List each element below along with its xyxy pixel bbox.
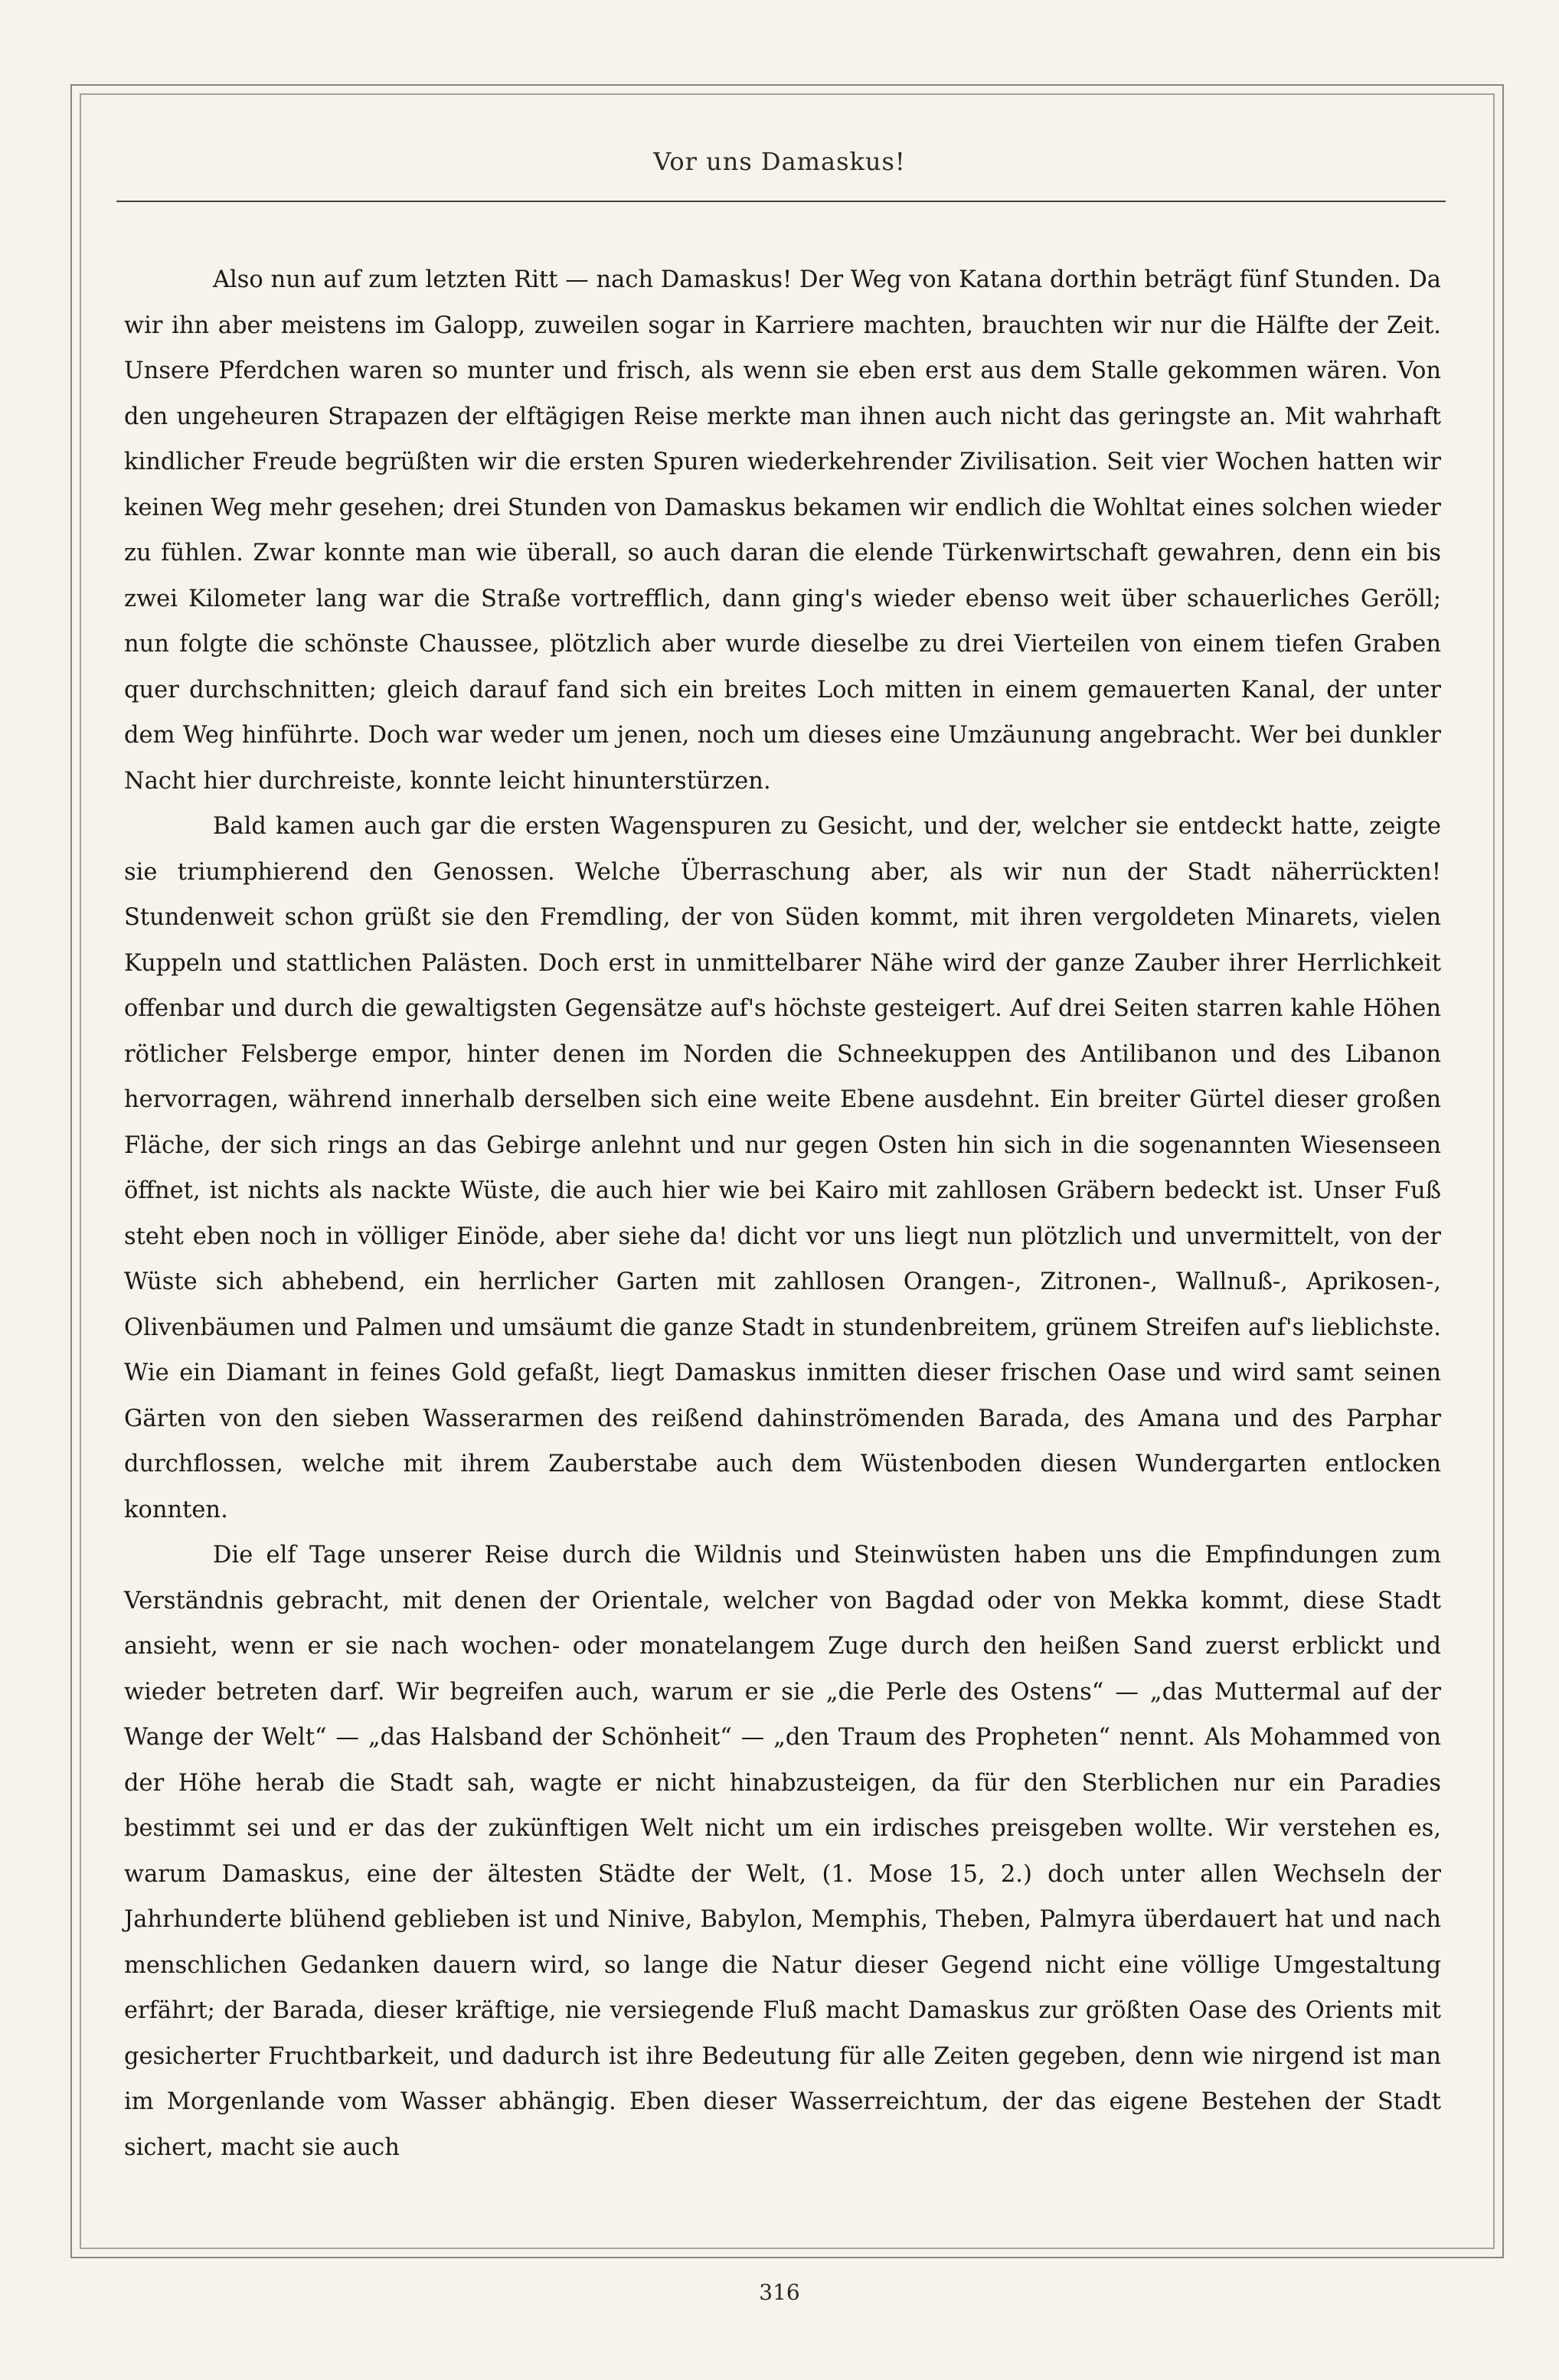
paragraph-3: Die elf Tage unserer Reise durch die Wildnis und Steinwüsten haben uns die Empfindungen zum Verständnis gebracht, mit denen der Orientale, welcher von Bagdad oder von Mekka kommt, diese Stadt ansieht, wenn er sie nach wochen- oder monatelangem Zuge durch den heißen Sand zuerst erblickt und wieder betreten darf. Wir begreifen auch, warum er sie „die Perle des Ostens“ — „das Muttermal auf der Wange der Welt“ — „das Halsband der Schönheit“ — „den Traum des Propheten“ nennt. Als Mohammed von der Höhe herab die Stadt sah, wagte er nicht hinabzusteigen, da für den Sterblichen nur ein Paradies bestimmt sei und er das der zukünftigen Welt nicht um ein irdisches preisgeben wollte. Wir verstehen es, warum Damaskus, eine der ältesten Städte der Welt, (1. Mose 15, 2.) doch unter allen Wechseln der Jahrhunderte blühend geblieben ist und Ninive, Babylon, Memphis, Theben, Palmyra überdauert hat und nach menschlichen Gedanken dauern wird, so lange die Natur dieser Gegend nicht eine völlige Umgestaltung erfährt; der Barada, dieser kräftige, nie versiegende Fluß macht Damaskus zur größten Oase des Orients mit gesicherter Fruchtbarkeit, und dadurch ist ihre Bedeutung für alle Zeiten gegeben, denn wie nirgend ist man im Morgenlande vom Wasser abhängig. Eben dieser Wasserreichtum, der das eigene Bestehen der Stadt sichert, macht sie auch: [124, 1542, 1441, 2161]
paragraph-1: Also nun auf zum letzten Ritt — nach Damaskus! Der Weg von Katana dorthin beträgt fünf Stunden. Da wir ihn aber meistens im Galopp, zuweilen sogar in Karriere machten, brauchten wir nur die Hälfte der Zeit. Unsere Pferdchen waren so munter und frisch, als wenn sie eben erst aus dem Stalle gekommen wären. Von den ungeheuren Strapazen der elftägigen Reise merkte man ihnen auch nicht das geringste an. Mit wahrhaft kindlicher Freude begrüßten wir die ersten Spuren wiederkehrender Zivilisation. Seit vier Wochen hatten wir keinen Weg mehr gesehen; drei Stunden von Damaskus bekamen wir endlich die Wohltat eines solchen wieder zu fühlen. Zwar konnte man wie überall, so auch daran die elende Türkenwirtschaft gewahren, denn ein bis zwei Kilometer lang war die Straße vortrefflich, dann ging's wieder ebenso weit über schauerliches Geröll; nun folgte die schönste Chaussee, plötzlich aber wurde dieselbe zu drei Vierteilen von einem tiefen Graben quer durchschnitten; gleich darauf fand sich ein breites Loch mitten in einem gemauerten Kanal, der unter dem Weg hinführte. Doch war weder um jenen, noch um dieses eine Umzäunung angebracht. Wer bei dunkler Nacht hier durchreiste, konnte leicht hinunterstürzen.: [124, 266, 1441, 795]
page-number: 316: [759, 2280, 800, 2305]
paragraph-2: Bald kamen auch gar die ersten Wagenspuren zu Gesicht, und der, welcher sie entdeckt hatte, zeigte sie triumphierend den Genossen. Welche Überraschung aber, als wir nun der Stadt näherrückten! Stundenweit schon grüßt sie den Fremdling, der von Süden kommt, mit ihren vergoldeten Minarets, vielen Kuppeln und stattlichen Palästen. Doch erst in unmittelbarer Nähe wird der ganze Zauber ihrer Herrlichkeit offenbar und durch die gewaltigsten Gegensätze auf's höchste gesteigert. Auf drei Seiten starren kahle Höhen rötlicher Felsberge empor, hinter denen im Norden die Schneekuppen des Antilibanon und des Libanon hervorragen, während innerhalb derselben sich eine weite Ebene ausdehnt. Ein breiter Gürtel dieser großen Fläche, der sich rings an das Gebirge anlehnt und nur gegen Osten hin sich in die sogenannten Wiesenseen öffnet, ist nichts als nackte Wüste, die auch hier wie bei Kairo mit zahllosen Gräbern bedeckt ist. Unser Fuß steht eben noch in völliger Einöde, aber siehe da! dicht vor uns liegt nun plötzlich und unvermittelt, von der Wüste sich abhebend, ein herrlicher Garten mit zahllosen Orangen-, Zitronen-, Wallnuß-, Aprikosen-, Olivenbäumen und Palmen und umsäumt die ganze Stadt in stundenbreitem, grünem Streifen auf's lieblichste. Wie ein Diamant in feines Gold gefaßt, liegt Damaskus inmitten dieser frischen Oase und wird samt seinen Gärten von den sieben Wasserarmen des reißend dahinströmenden Barada, des Amana und des Parphar durchflossen, welche mit ihrem Zauberstabe auch dem Wüstenboden diesen Wundergarten entlocken konnten.: [124, 813, 1441, 1523]
body-text: [124, 257, 1441, 2170]
header-rule: [116, 201, 1446, 202]
running-title: Vor uns Damaskus!: [653, 147, 906, 176]
